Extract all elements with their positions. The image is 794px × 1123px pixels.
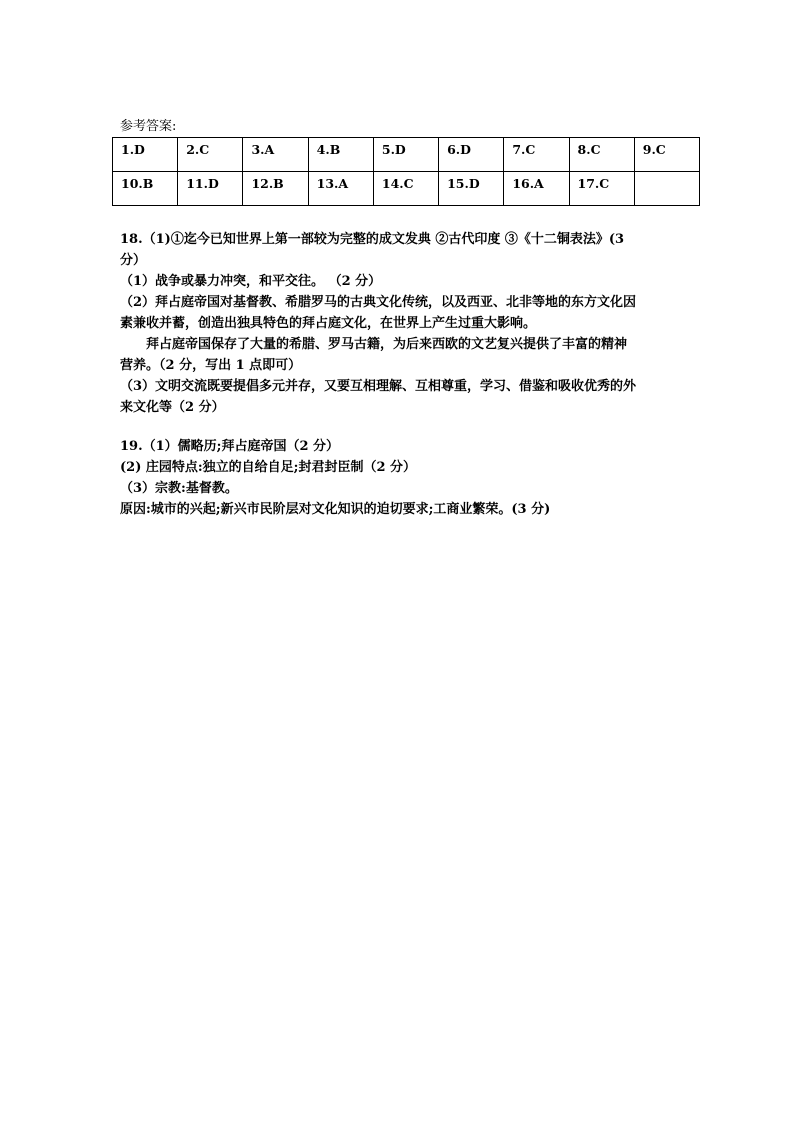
q19-line-3: （3）宗教:基督教。 [120, 481, 238, 496]
answer-cell: 15.D [439, 172, 504, 206]
q18-line-9: 来文化等（2 分） [120, 400, 225, 415]
answer-cell: 10.B [113, 172, 178, 206]
q18-line-5: 素兼收并蓄，创造出独具特色的拜占庭文化，在世界上产生过重大影响。 [120, 316, 537, 331]
table-row [113, 138, 700, 172]
q18-line-8: （3）文明交流既要提倡多元并存，又要互相理解、互相尊重，学习、借鉴和吸收优秀的外 [120, 379, 637, 394]
answer-cell: 7.C [504, 138, 569, 172]
question-18-answer [120, 229, 700, 418]
table-row [113, 172, 700, 206]
q18-line-2: 分） [120, 253, 147, 268]
question-19-answer [120, 436, 700, 520]
answer-cell: 2.C [178, 138, 243, 172]
answer-cell: 1.D [113, 138, 178, 172]
q19-line-1: 19.（1）儒略历;拜占庭帝国（2 分） [120, 439, 340, 454]
q18-line-7: 营养。（2 分，写出 1 点即可） [120, 358, 302, 373]
answer-cell: 17.C [569, 172, 634, 206]
q19-line-4: 原因:城市的兴起;新兴市民阶层对文化知识的迫切要求;工商业繁荣。(3 分) [120, 502, 551, 517]
q18-line-1: 18.（1)①迄今已知世界上第一部较为完整的成文发典 ②古代印度 ③《十二铜表法》(3 [120, 232, 625, 247]
answer-cell: 8.C [569, 138, 634, 172]
answer-cell: 9.C [634, 138, 699, 172]
answer-cell [634, 172, 699, 206]
answer-cell: 6.D [439, 138, 504, 172]
answer-cell: 13.A [308, 172, 373, 206]
q19-line-2: (2) 庄园特点:独立的自给自足;封君封臣制（2 分） [120, 460, 417, 475]
answer-cell: 5.D [373, 138, 438, 172]
q18-line-6: 拜占庭帝国保存了大量的希腊、罗马古籍，为后来西欧的文艺复兴提供了丰富的精神 [146, 337, 628, 352]
q18-line-3: （1）战争或暴力冲突，和平交往。 （2 分） [120, 274, 382, 289]
answer-table [112, 137, 700, 206]
answer-cell: 12.B [243, 172, 308, 206]
answer-cell: 3.A [243, 138, 308, 172]
answer-cell: 11.D [178, 172, 243, 206]
q18-line-4: （2）拜占庭帝国对基督教、希腊罗马的古典文化传统，以及西亚、北非等地的东方文化因 [120, 295, 637, 310]
answer-cell: 16.A [504, 172, 569, 206]
answers-heading: 参考答案: [120, 119, 177, 134]
answer-cell: 4.B [308, 138, 373, 172]
answer-cell: 14.C [373, 172, 438, 206]
